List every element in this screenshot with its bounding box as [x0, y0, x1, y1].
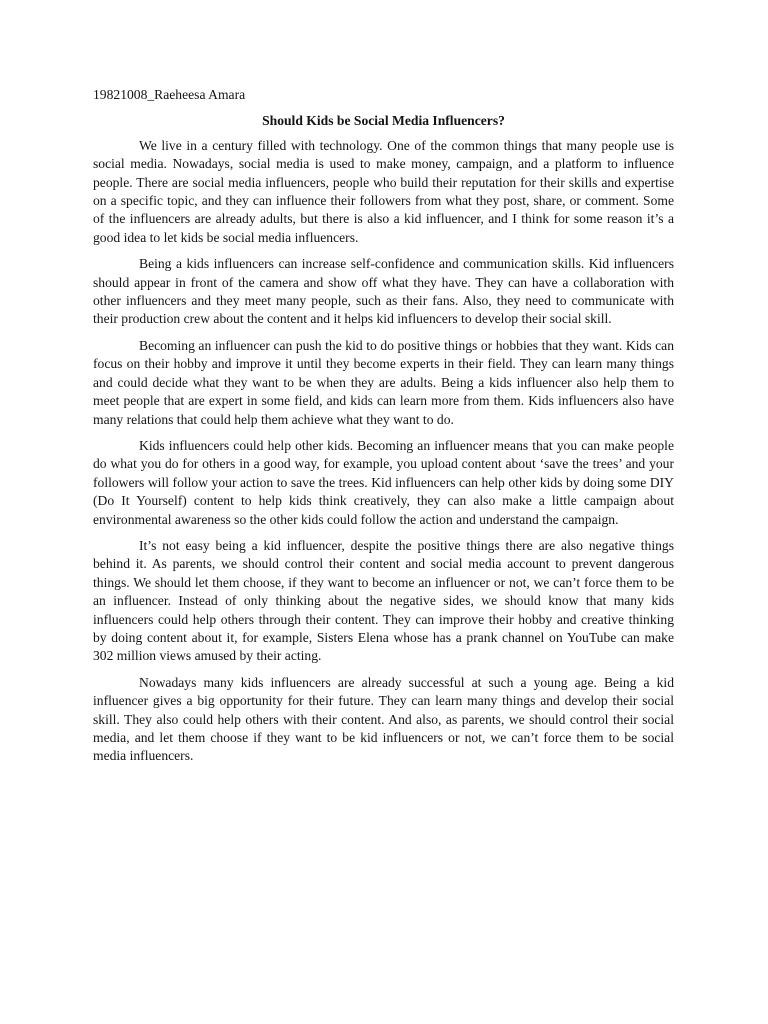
paragraph-6: Nowadays many kids influencers are already successful at such a young age. Being a kid influencer gives a big opportunity for their future. They can learn many things and develop their social skill. They also could help others with their content. And also, as parents, we should control their social media, and let them choose if they want to be kid influencers or not, we can’t force them to be social media influencers.	[93, 674, 674, 764]
paragraph-4: Kids influencers could help other kids. Becoming an influencer means that you can make people do what you do for others in a good way, for example, you upload content about ‘save the trees’ and your followers will follow your action to save the trees. Kid influencers can help other kids by doing some DIY (Do It Yourself) content to help kids think creatively, they can also make a little campaign about environmental awareness so the other kids could follow the action and understand the campaign.	[93, 437, 674, 527]
essay-title: Should Kids be Social Media Influencers?	[262, 113, 505, 129]
paragraph-3: Becoming an influencer can push the kid to do positive things or hobbies that they want. Kids can focus on their hobby and improve it until they become experts in their field. They can learn many things and could decide what they want to be when they are adults. Being a kids influencer also help them to meet people that are expert in some field, and kids can learn more from them. Kids influencers also have many relations that could help them achieve what they want to do.	[93, 337, 674, 427]
paragraph-2: Being a kids influencers can increase self-confidence and communication skills. Kid influencers should appear in front of the camera and show off what they have. They can have a collaboration with other influencers and they meet many people, such as their fans. Also, they need to communicate with their production crew about the content and it helps kid influencers to develop their social skill.	[93, 256, 674, 327]
document-body	[93, 86, 674, 774]
author-line: 19821008_Raeheesa Amara	[93, 87, 246, 102]
paragraph-5: It’s not easy being a kid influencer, despite the positive things there are also negative things behind it. As parents, we should control their content and social media account to prevent dangerous things. We should let them choose, if they want to become an influencer or not, we can’t force them to be an influencer. Instead of only thinking about the negative sides, we should know that many kids influencers could help others through their content. They can improve their hobby and creative thinking by doing content about it, for example, Sisters Elena whose has a prank channel on YouTube can make 302 million views amused by their acting.	[93, 537, 674, 664]
paragraph-1: We live in a century filled with technology. One of the common things that many people use is social media. Nowadays, social media is used to make money, campaign, and a platform to influence people. There are social media influencers, people who build their reputation for their skills and expertise on a specific topic, and they can influence their followers from what they post, share, or comment. Some of the influencers are already adults, but there is also a kid influencer, and I think for some reason it’s a good idea to let kids be social media influencers.	[93, 137, 674, 245]
